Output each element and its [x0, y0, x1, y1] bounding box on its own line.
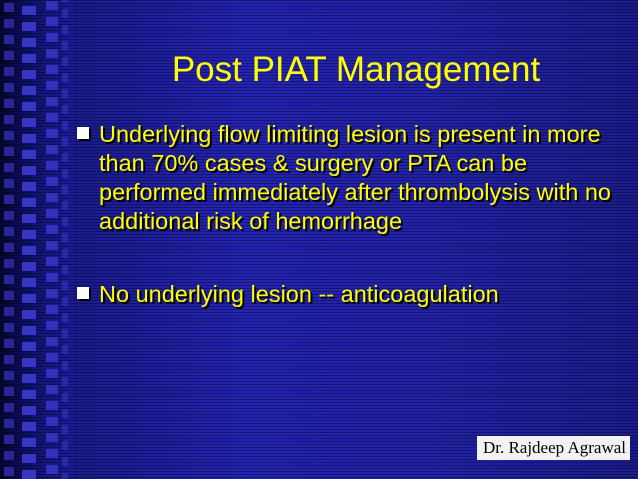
decorative-squares-column	[62, 0, 68, 479]
decorative-squares-column	[46, 0, 58, 479]
bullet-text: No underlying lesion -- anticoagulation	[99, 281, 499, 307]
slide-title: Post PIAT Management	[171, 50, 541, 89]
decorative-squares-column	[4, 0, 14, 479]
decorative-squares-column	[22, 0, 36, 479]
bullet-item	[76, 280, 631, 309]
square-bullet-icon	[77, 287, 89, 299]
author-footer: Dr. Rajdeep Agrawal	[477, 436, 630, 460]
bullet-text: Underlying flow limiting lesion is present in more than 70% cases & surgery or PTA can be performed immediately after thrombolysis with no additional risk of hemorrhage	[99, 121, 611, 234]
bullet-item	[76, 120, 631, 236]
square-bullet-icon	[77, 127, 89, 139]
left-decorative-band	[0, 0, 74, 479]
bullet-list	[76, 120, 631, 309]
